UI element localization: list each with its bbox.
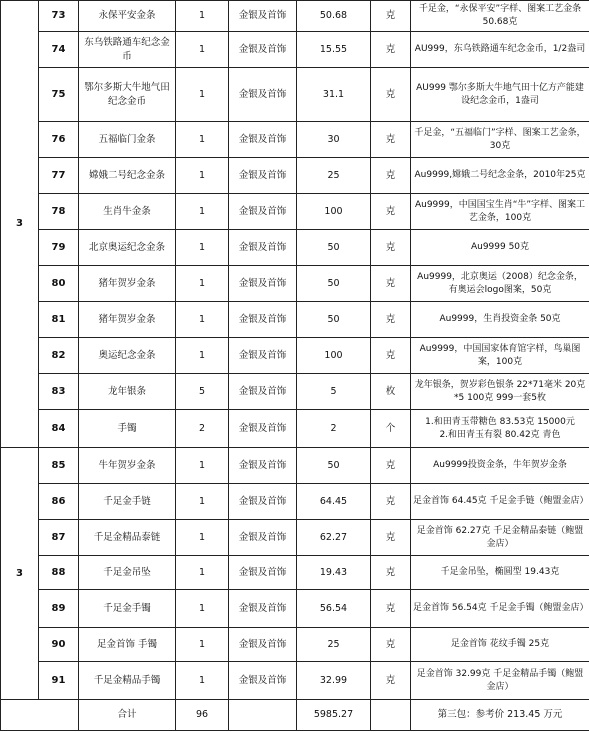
item-number: 82	[39, 338, 79, 374]
item-number: 83	[39, 374, 79, 410]
item-name: 北京奥运纪念金条	[79, 230, 176, 266]
item-unit: 克	[371, 484, 411, 520]
item-category: 金银及首饰	[229, 556, 297, 590]
table-row	[1, 662, 589, 700]
table-row	[1, 556, 589, 590]
item-description: 足金首饰 花纹手镯 25克	[411, 628, 589, 662]
item-category: 金银及首饰	[229, 158, 297, 194]
package-number: 3	[1, 448, 39, 700]
item-unit: 克	[371, 230, 411, 266]
item-description: 龙年银条，贺岁彩色银条 22*71毫米 20克*5 100克 999一套5枚	[411, 374, 589, 410]
item-name: 千足金精品泰链	[79, 520, 176, 556]
item-description: 足金首饰 64.45克 千足金手链（鲍盟金店）	[411, 484, 589, 520]
item-description: AU999 鄂尔多斯大牛地气田十亿方产能建设纪念金币，1盎司	[411, 68, 589, 122]
item-quantity: 1	[176, 484, 229, 520]
item-unit: 枚	[371, 374, 411, 410]
item-number: 74	[39, 32, 79, 68]
item-unit: 克	[371, 302, 411, 338]
item-weight: 25	[297, 628, 371, 662]
table-body	[1, 1, 589, 731]
item-category: 金银及首饰	[229, 68, 297, 122]
item-name: 五福临门金条	[79, 122, 176, 158]
item-quantity: 1	[176, 628, 229, 662]
table-row	[1, 230, 589, 266]
item-category: 金银及首饰	[229, 662, 297, 700]
item-category: 金银及首饰	[229, 302, 297, 338]
table-row	[1, 32, 589, 68]
item-number: 73	[39, 1, 79, 32]
item-weight: 32.99	[297, 662, 371, 700]
total-blank	[371, 700, 411, 731]
item-name: 千足金吊坠	[79, 556, 176, 590]
item-name: 嫦娥二号纪念金条	[79, 158, 176, 194]
table-row	[1, 374, 589, 410]
item-number: 80	[39, 266, 79, 302]
total-row	[1, 700, 589, 731]
item-unit: 克	[371, 628, 411, 662]
item-category: 金银及首饰	[229, 194, 297, 230]
total-blank	[229, 700, 297, 731]
item-unit: 克	[371, 662, 411, 700]
item-number: 78	[39, 194, 79, 230]
item-weight: 30	[297, 122, 371, 158]
item-name: 牛年贺岁金条	[79, 448, 176, 484]
item-quantity: 1	[176, 194, 229, 230]
item-weight: 50	[297, 448, 371, 484]
table-row	[1, 338, 589, 374]
item-number: 89	[39, 590, 79, 628]
item-unit: 克	[371, 448, 411, 484]
item-quantity: 1	[176, 68, 229, 122]
item-description: 1.和田青玉带糖色 83.53克 15000元 2.和田青玉有裂 80.42克 青色	[411, 410, 589, 448]
item-number: 85	[39, 448, 79, 484]
item-category: 金银及首饰	[229, 410, 297, 448]
item-name: 猪年贺岁金条	[79, 266, 176, 302]
item-unit: 克	[371, 520, 411, 556]
item-quantity: 1	[176, 122, 229, 158]
table-row	[1, 122, 589, 158]
item-weight: 50	[297, 230, 371, 266]
item-weight: 62.27	[297, 520, 371, 556]
item-quantity: 1	[176, 266, 229, 302]
item-number: 75	[39, 68, 79, 122]
item-name: 龙年银条	[79, 374, 176, 410]
item-unit: 克	[371, 122, 411, 158]
total-weight: 5985.27	[297, 700, 371, 731]
item-quantity: 1	[176, 302, 229, 338]
item-quantity: 1	[176, 590, 229, 628]
item-number: 91	[39, 662, 79, 700]
item-weight: 100	[297, 338, 371, 374]
item-name: 千足金手链	[79, 484, 176, 520]
item-weight: 50.68	[297, 1, 371, 32]
item-category: 金银及首饰	[229, 484, 297, 520]
item-category: 金银及首饰	[229, 122, 297, 158]
item-number: 79	[39, 230, 79, 266]
item-weight: 31.1	[297, 68, 371, 122]
total-note: 第三包：参考价 213.45 万元	[411, 700, 589, 731]
total-label: 合计	[79, 700, 176, 731]
item-quantity: 1	[176, 556, 229, 590]
item-unit: 克	[371, 266, 411, 302]
table-row	[1, 590, 589, 628]
item-description: 千足金，“永保平安”字样、图案工艺金条 50.68克	[411, 1, 589, 32]
item-quantity: 1	[176, 662, 229, 700]
item-weight: 25	[297, 158, 371, 194]
item-quantity: 1	[176, 1, 229, 32]
item-unit: 克	[371, 1, 411, 32]
item-name: 东乌铁路通车纪念金币	[79, 32, 176, 68]
item-name: 千足金手镯	[79, 590, 176, 628]
table-row	[1, 68, 589, 122]
item-description: Au9999，中国国家体育馆字样，鸟巢图案，100克	[411, 338, 589, 374]
item-number: 84	[39, 410, 79, 448]
table-row	[1, 410, 589, 448]
item-description: 足金首饰 62.27克 千足金精品泰链（鲍盟金店）	[411, 520, 589, 556]
item-description: Au9999，生肖投资金条 50克	[411, 302, 589, 338]
item-category: 金银及首饰	[229, 374, 297, 410]
item-quantity: 1	[176, 230, 229, 266]
item-quantity: 1	[176, 32, 229, 68]
item-description: Au9999,嫦娥二号纪念金条，2010年25克	[411, 158, 589, 194]
item-description: 千足金，“五福临门”字样、图案工艺金条，30克	[411, 122, 589, 158]
item-weight: 100	[297, 194, 371, 230]
table-row	[1, 520, 589, 556]
item-number: 81	[39, 302, 79, 338]
item-unit: 克	[371, 556, 411, 590]
item-quantity: 1	[176, 158, 229, 194]
item-category: 金银及首饰	[229, 590, 297, 628]
item-name: 生肖牛金条	[79, 194, 176, 230]
item-description: 足金首饰 32.99克 千足金精品手镯（鲍盟金店）	[411, 662, 589, 700]
item-description: Au9999 50克	[411, 230, 589, 266]
item-name: 千足金精品手镯	[79, 662, 176, 700]
item-weight: 2	[297, 410, 371, 448]
item-number: 87	[39, 520, 79, 556]
item-number: 86	[39, 484, 79, 520]
item-weight: 50	[297, 302, 371, 338]
item-unit: 克	[371, 590, 411, 628]
item-name: 奥运纪念金条	[79, 338, 176, 374]
item-unit: 个	[371, 410, 411, 448]
package-number: 3	[1, 1, 39, 448]
item-category: 金银及首饰	[229, 32, 297, 68]
item-weight: 19.43	[297, 556, 371, 590]
item-quantity: 1	[176, 520, 229, 556]
table-row	[1, 1, 589, 32]
item-quantity: 5	[176, 374, 229, 410]
item-description: AU999，东乌铁路通车纪念金币，1/2盎司	[411, 32, 589, 68]
total-blank	[1, 700, 79, 731]
item-weight: 50	[297, 266, 371, 302]
item-category: 金银及首饰	[229, 266, 297, 302]
item-weight: 56.54	[297, 590, 371, 628]
item-weight: 64.45	[297, 484, 371, 520]
table-row	[1, 158, 589, 194]
total-quantity: 96	[176, 700, 229, 731]
item-category: 金银及首饰	[229, 628, 297, 662]
item-unit: 克	[371, 194, 411, 230]
item-category: 金银及首饰	[229, 338, 297, 374]
table-row	[1, 628, 589, 662]
item-weight: 5	[297, 374, 371, 410]
item-number: 88	[39, 556, 79, 590]
item-description: 足金首饰 56.54克 千足金手镯（鲍盟金店）	[411, 590, 589, 628]
item-unit: 克	[371, 32, 411, 68]
item-unit: 克	[371, 68, 411, 122]
item-unit: 克	[371, 338, 411, 374]
item-quantity: 1	[176, 338, 229, 374]
item-number: 76	[39, 122, 79, 158]
item-name: 足金首饰 手镯	[79, 628, 176, 662]
item-category: 金银及首饰	[229, 520, 297, 556]
item-number: 77	[39, 158, 79, 194]
table-row	[1, 302, 589, 338]
item-description: Au9999，中国国宝生肖“牛”字样、图案工艺金条，100克	[411, 194, 589, 230]
item-name: 猪年贺岁金条	[79, 302, 176, 338]
item-quantity: 2	[176, 410, 229, 448]
table-row	[1, 448, 589, 484]
item-weight: 15.55	[297, 32, 371, 68]
item-category: 金银及首饰	[229, 448, 297, 484]
item-name: 永保平安金条	[79, 1, 176, 32]
table-row	[1, 484, 589, 520]
item-category: 金银及首饰	[229, 1, 297, 32]
item-description: 千足金吊坠，椭圆型 19.43克	[411, 556, 589, 590]
item-category: 金银及首饰	[229, 230, 297, 266]
item-description: Au9999投资金条，牛年贺岁金条	[411, 448, 589, 484]
item-name: 手镯	[79, 410, 176, 448]
item-name: 鄂尔多斯大牛地气田纪念金币	[79, 68, 176, 122]
item-unit: 克	[371, 158, 411, 194]
table-row	[1, 194, 589, 230]
item-description: Au9999，北京奥运（2008）纪念金条，有奥运会logo图案，50克	[411, 266, 589, 302]
item-quantity: 1	[176, 448, 229, 484]
table-row	[1, 266, 589, 302]
item-number: 90	[39, 628, 79, 662]
